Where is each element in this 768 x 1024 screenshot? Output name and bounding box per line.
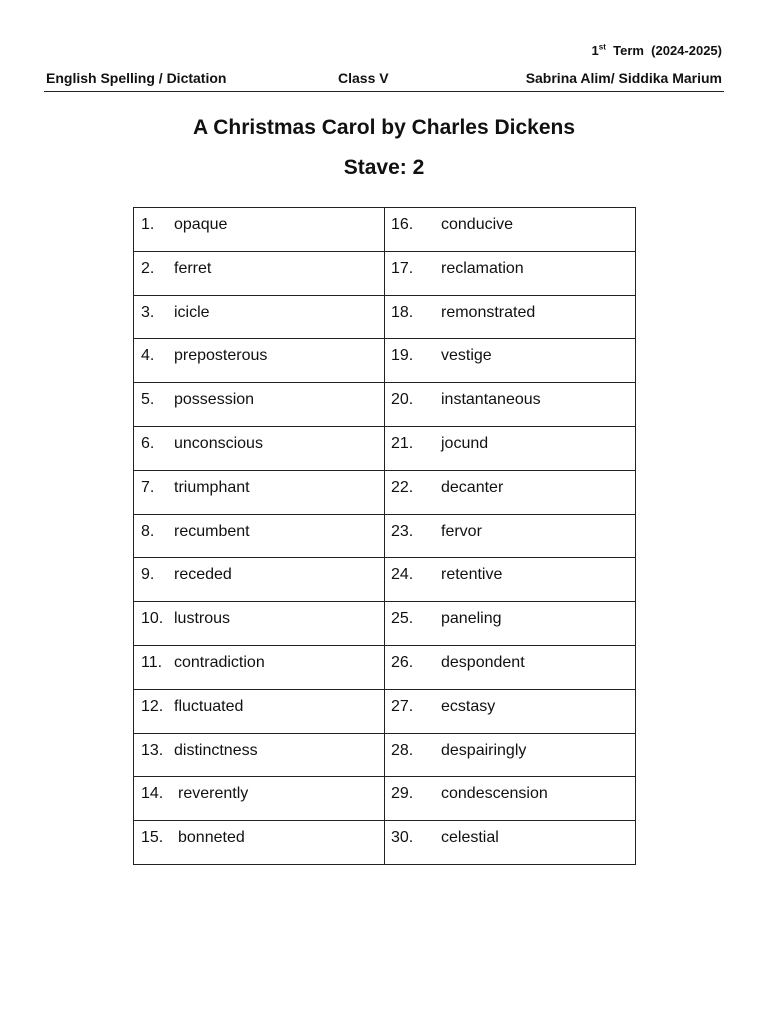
spelling-word: conducive	[441, 216, 514, 233]
word-number: 19.	[391, 347, 414, 365]
page-subtitle: Stave: 2	[343, 156, 425, 179]
word-number: 25.	[391, 610, 414, 628]
spelling-word: distinctness	[174, 741, 258, 759]
spelling-word: celestial	[441, 829, 499, 847]
word-number: 4.	[141, 347, 155, 365]
teachers-label: Sabrina Alim/ Siddika Marium	[525, 70, 722, 86]
spelling-word: recumbent	[174, 522, 250, 540]
word-cell-right	[385, 470, 636, 514]
word-number: 11.	[141, 653, 163, 671]
word-cell-right	[385, 689, 636, 733]
word-cell-right	[385, 251, 636, 295]
spelling-word: instantaneous	[441, 391, 541, 409]
word-entry	[134, 339, 384, 382]
word-number: 9.	[141, 566, 155, 584]
word-number: 2.	[141, 259, 155, 277]
word-cell-left	[134, 383, 385, 427]
spelling-word: remonstrated	[441, 303, 536, 321]
word-number: 17.	[391, 259, 414, 277]
word-number: 24.	[391, 566, 414, 584]
spelling-word: despondent	[441, 653, 525, 671]
word-entry	[385, 646, 635, 689]
word-entry	[134, 208, 384, 251]
word-cell-right	[385, 602, 636, 646]
word-cell-left	[134, 821, 385, 865]
term-suffix: st	[598, 42, 606, 52]
word-number: 7.	[141, 478, 155, 496]
word-number: 20.	[391, 391, 414, 409]
table-row	[134, 339, 636, 383]
word-number: 1.	[141, 216, 155, 233]
spelling-word: receded	[174, 566, 232, 584]
word-cell-left	[134, 208, 385, 252]
table-row	[134, 821, 636, 865]
word-number: 26.	[391, 653, 414, 671]
word-number: 18.	[391, 303, 414, 321]
word-cell-right	[385, 339, 636, 383]
word-entry	[385, 296, 635, 339]
word-cell-right	[385, 426, 636, 470]
word-entry	[385, 471, 635, 514]
word-number: 5.	[141, 391, 155, 409]
table-row	[134, 689, 636, 733]
spelling-word: preposterous	[174, 347, 268, 365]
subject-label: English Spelling / Dictation	[46, 70, 227, 86]
word-entry	[385, 427, 635, 470]
word-cell-left	[134, 295, 385, 339]
spelling-word: reverently	[178, 785, 249, 803]
table-row	[134, 470, 636, 514]
table-row	[134, 426, 636, 470]
word-entry	[134, 383, 384, 426]
word-cell-left	[134, 602, 385, 646]
word-cell-right	[385, 383, 636, 427]
word-list-table	[133, 207, 636, 865]
word-entry	[385, 777, 635, 820]
word-cell-right	[385, 733, 636, 777]
word-cell-right	[385, 821, 636, 865]
spelling-word: bonneted	[178, 829, 245, 847]
spelling-word: vestige	[441, 347, 492, 365]
spelling-word: ferret	[174, 259, 212, 277]
word-cell-left	[134, 689, 385, 733]
word-cell-left	[134, 514, 385, 558]
word-number: 16.	[391, 216, 414, 233]
table-row	[134, 251, 636, 295]
word-cell-right	[385, 645, 636, 689]
word-cell-left	[134, 339, 385, 383]
word-number: 3.	[141, 303, 155, 321]
word-entry	[134, 602, 384, 645]
spelling-word: paneling	[441, 610, 502, 628]
word-entry	[385, 690, 635, 733]
word-entry	[134, 646, 384, 689]
spelling-word: despairingly	[441, 741, 527, 759]
spelling-word: condescension	[441, 785, 548, 803]
document-header	[46, 70, 722, 88]
table-row	[134, 514, 636, 558]
word-number: 29.	[391, 785, 414, 803]
table-row	[134, 733, 636, 777]
word-number: 21.	[391, 434, 414, 452]
spelling-word: retentive	[441, 566, 503, 584]
word-cell-right	[385, 208, 636, 252]
word-entry	[385, 558, 635, 601]
word-entry	[134, 821, 384, 864]
word-entry	[134, 427, 384, 470]
word-entry	[385, 602, 635, 645]
spelling-word: lustrous	[174, 610, 231, 628]
word-cell-right	[385, 777, 636, 821]
word-number: 15.	[141, 829, 164, 847]
word-number: 22.	[391, 478, 414, 496]
table-row	[134, 645, 636, 689]
table-row	[134, 295, 636, 339]
word-cell-left	[134, 558, 385, 602]
word-number: 13.	[141, 741, 164, 759]
word-cell-left	[134, 426, 385, 470]
table-row	[134, 383, 636, 427]
term-label	[592, 43, 722, 58]
spelling-word: fervor	[441, 522, 482, 540]
word-number: 12.	[141, 697, 164, 715]
spelling-word: fluctuated	[174, 697, 244, 715]
word-cell-left	[134, 777, 385, 821]
table-row	[134, 558, 636, 602]
word-cell-left	[134, 470, 385, 514]
word-entry	[385, 383, 635, 426]
word-entry	[134, 471, 384, 514]
word-cell-right	[385, 558, 636, 602]
spelling-word: triumphant	[174, 478, 250, 496]
word-entry	[385, 734, 635, 777]
word-number: 8.	[141, 522, 155, 540]
spelling-word: reclamation	[441, 259, 524, 277]
table-row	[134, 602, 636, 646]
table-row	[134, 777, 636, 821]
header-divider	[44, 91, 724, 92]
word-number: 27.	[391, 697, 414, 715]
word-cell-right	[385, 295, 636, 339]
spelling-word: ecstasy	[441, 697, 496, 715]
spelling-word: icicle	[174, 303, 210, 321]
term-year: Term (2024-2025)	[605, 43, 722, 58]
spelling-word: opaque	[174, 216, 228, 233]
word-entry	[134, 777, 384, 820]
spelling-word: contradiction	[174, 653, 265, 671]
word-number: 23.	[391, 522, 414, 540]
term-number: 1	[591, 43, 599, 58]
spelling-word: decanter	[441, 478, 504, 496]
word-cell-left	[134, 645, 385, 689]
word-entry	[134, 558, 384, 601]
class-label: Class V	[338, 70, 389, 86]
word-cell-right	[385, 514, 636, 558]
page-title: A Christmas Carol by Charles Dickens	[192, 116, 576, 139]
word-entry	[385, 515, 635, 558]
word-entry	[385, 821, 635, 864]
word-number: 6.	[141, 434, 155, 452]
word-number: 30.	[391, 829, 414, 847]
word-number: 28.	[391, 741, 414, 759]
word-number: 14.	[141, 785, 164, 803]
word-entry	[134, 252, 384, 295]
word-entry	[134, 515, 384, 558]
word-cell-left	[134, 251, 385, 295]
spelling-word: unconscious	[174, 434, 263, 452]
word-entry	[134, 734, 384, 777]
word-entry	[385, 339, 635, 382]
word-cell-left	[134, 733, 385, 777]
spelling-word: possession	[174, 391, 255, 409]
word-entry	[385, 208, 635, 251]
word-entry	[385, 252, 635, 295]
word-number: 10.	[141, 610, 164, 628]
spelling-word: jocund	[441, 434, 489, 452]
table-row	[134, 208, 636, 252]
word-entry	[134, 296, 384, 339]
word-entry	[134, 690, 384, 733]
